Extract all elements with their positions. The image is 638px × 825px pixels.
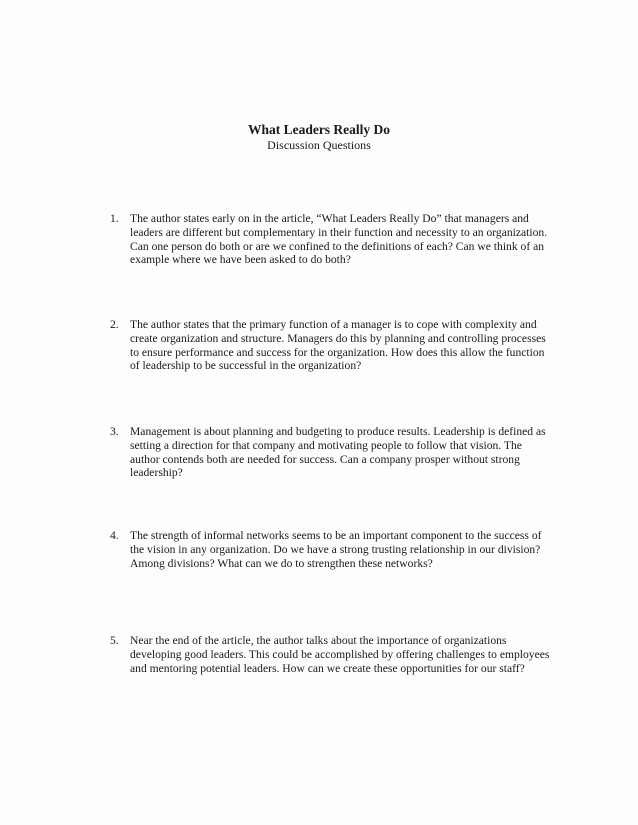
question-number: 4. bbox=[110, 529, 119, 542]
question-text: The author states that the primary function of a manager is to cope with complexity and create organization and structure. Managers do this by planning and controlling processes to ensure performance and success for the organization. How does this allow the function of leadership to be successful in the organization? bbox=[130, 318, 546, 373]
question-number: 1. bbox=[110, 212, 119, 225]
question-item-3 bbox=[110, 425, 550, 480]
question-number: 2. bbox=[110, 318, 119, 331]
question-item-2 bbox=[110, 318, 550, 373]
question-text: The author states early on in the article, “What Leaders Really Do” that managers and leaders are different but complementary in their function and necessity to an organization. Can one person do both or are we confined to the definitions of each? Can we think of an example where we have been asked to do both? bbox=[130, 212, 548, 267]
question-item-1 bbox=[110, 212, 550, 267]
question-item-5 bbox=[110, 634, 550, 675]
question-text: Near the end of the article, the author talks about the importance of organizations developing good leaders. This could be accomplished by offering challenges to employees and mentoring potential leaders. How can we create these opportunities for our staff? bbox=[130, 634, 550, 675]
question-text: Management is about planning and budgeting to produce results. Leadership is defined as setting a direction for that company and motivating people to follow that vision. The author contends both are needed for success. Can a company prosper without strong leadership? bbox=[130, 425, 546, 480]
document-header bbox=[0, 122, 638, 153]
question-number: 5. bbox=[110, 634, 119, 647]
question-text: The strength of informal networks seems to be an important component to the success of the vision in any organization. Do we have a strong trusting relationship in our division? Among divisions? What can we do to strengthen these networks? bbox=[130, 529, 542, 570]
question-number: 3. bbox=[110, 425, 119, 438]
document-title: What Leaders Really Do bbox=[247, 122, 391, 137]
document-subtitle: Discussion Questions bbox=[267, 138, 371, 152]
question-item-4 bbox=[110, 529, 550, 570]
